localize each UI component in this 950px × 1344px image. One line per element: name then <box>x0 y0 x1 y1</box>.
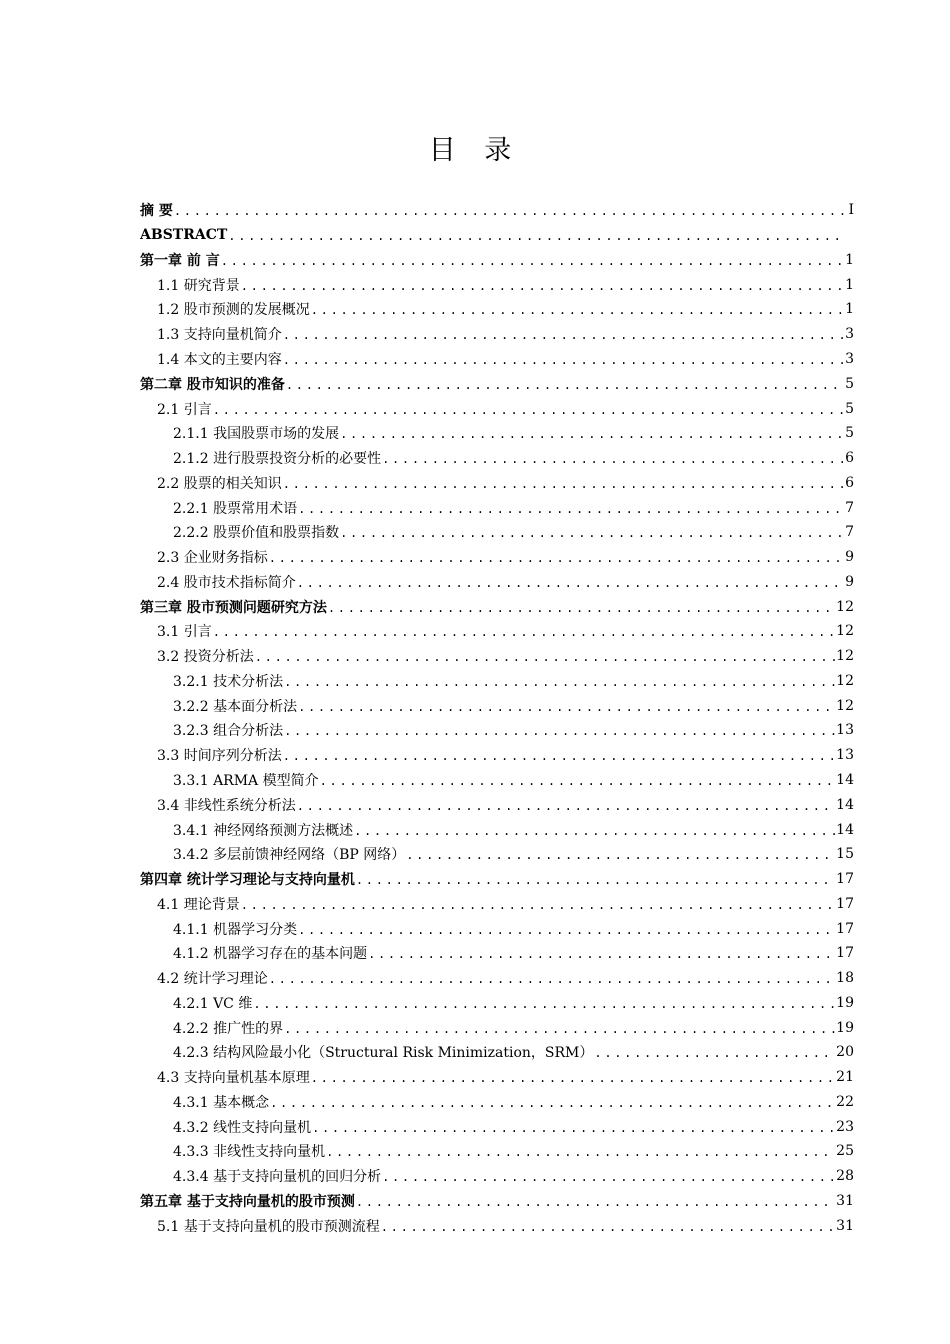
toc-entry[interactable] <box>140 669 854 694</box>
dot-leader <box>255 651 835 663</box>
dot-leader <box>311 1072 835 1084</box>
toc-entry[interactable] <box>140 1065 854 1090</box>
toc-entry[interactable] <box>140 421 854 446</box>
dot-leader <box>368 948 835 960</box>
toc-entry[interactable] <box>140 322 854 347</box>
toc-page-number: 13 <box>836 747 854 764</box>
toc-entry-title: 4.1.1 机器学习分类 <box>173 921 298 938</box>
toc-entry[interactable] <box>140 1213 854 1238</box>
toc-entry-title: 3.4.1 神经网络预测方法概述 <box>173 822 354 839</box>
dot-leader <box>311 304 844 316</box>
toc-entry-title: 2.1.2 进行股票投资分析的必要性 <box>173 451 382 468</box>
toc-entry-title: 2.3 企业财务指标 <box>157 550 268 567</box>
toc-entry-title: 2.4 股市技术指标简介 <box>157 574 296 591</box>
toc-entry-title: 2.2.1 股票常用术语 <box>173 500 298 517</box>
toc-entry[interactable] <box>140 446 854 471</box>
dot-leader <box>354 825 835 837</box>
dot-leader <box>340 428 844 440</box>
toc-entry[interactable] <box>140 817 854 842</box>
toc-entry[interactable] <box>140 941 854 966</box>
toc-page-number: 1 <box>845 301 854 318</box>
toc-entry[interactable] <box>140 743 854 768</box>
dot-leader <box>269 973 835 985</box>
toc-entry[interactable] <box>140 644 854 669</box>
page-title: 目 录 <box>428 135 522 166</box>
toc-page-number: 5 <box>845 375 854 392</box>
toc-entry[interactable] <box>140 693 854 718</box>
toc-entry-title: 3.3 时间序列分析法 <box>157 748 282 765</box>
toc-page-number: 5 <box>845 400 854 417</box>
toc-entry-title: 第三章 股市预测问题研究方法 <box>140 599 327 616</box>
toc-page-number: 17 <box>836 945 854 962</box>
toc-page-number: 12 <box>836 697 854 714</box>
toc-entry-title: 4.1.2 机器学习存在的基本问题 <box>173 946 368 963</box>
toc-page-number: I <box>848 202 854 219</box>
toc-entry[interactable] <box>140 1189 854 1214</box>
dot-leader <box>241 899 835 911</box>
dot-leader <box>356 1196 835 1208</box>
toc-entry[interactable] <box>140 198 854 223</box>
toc-entry[interactable] <box>140 1139 854 1164</box>
dot-leader <box>326 1146 835 1158</box>
toc-page-number: 17 <box>836 920 854 937</box>
toc-page-number: 1 <box>845 276 854 293</box>
toc-entry-title: 1.4 本文的主要内容 <box>157 351 282 368</box>
toc-entry-title: 1.1 研究背景 <box>157 277 240 294</box>
toc-page-number: 6 <box>845 474 854 491</box>
toc-entry[interactable] <box>140 272 854 297</box>
toc-entry[interactable] <box>140 867 854 892</box>
dot-leader <box>284 725 835 737</box>
toc-entry-title: 2.2.2 股票价值和股票指数 <box>173 525 340 542</box>
dot-leader <box>283 750 835 762</box>
toc-entry[interactable] <box>140 1015 854 1040</box>
dot-leader <box>284 1023 835 1035</box>
dot-leader <box>228 230 846 242</box>
toc-entry-title: 第五章 基于支持向量机的股市预测 <box>140 1194 355 1210</box>
toc-entry-title: 第一章 前 言 <box>140 252 220 269</box>
toc-entry[interactable] <box>140 916 854 941</box>
toc-entry-title: 2.1.1 我国股票市场的发展 <box>173 426 340 443</box>
toc-entry-title: 4.3.3 非线性支持向量机 <box>173 1144 326 1161</box>
toc-page-number: 15 <box>836 846 854 863</box>
toc-page-number: 14 <box>836 796 854 813</box>
toc-page-number: 1 <box>845 251 854 268</box>
table-of-contents <box>140 198 854 1238</box>
toc-entry-title: 1.3 支持向量机简介 <box>157 327 282 344</box>
toc-page-number: 7 <box>845 499 854 516</box>
toc-entry[interactable] <box>140 594 854 619</box>
toc-entry[interactable] <box>140 619 854 644</box>
toc-entry[interactable] <box>140 248 854 273</box>
toc-entry[interactable] <box>140 966 854 991</box>
toc-entry-title: 3.4 非线性系统分析法 <box>157 797 296 814</box>
toc-entry[interactable] <box>140 792 854 817</box>
toc-entry-title: 4.1 理论背景 <box>157 896 240 913</box>
dot-leader <box>382 1171 835 1183</box>
dot-leader <box>213 404 844 416</box>
dot-leader <box>241 280 844 292</box>
toc-page-number: 3 <box>845 350 854 367</box>
dot-leader <box>283 329 844 341</box>
dot-leader <box>382 453 844 465</box>
toc-page-number: 18 <box>836 970 854 987</box>
dot-leader <box>298 701 835 713</box>
dot-leader <box>297 577 844 589</box>
toc-entry-title: ABSTRACT <box>140 227 228 244</box>
toc-entry[interactable] <box>140 768 854 793</box>
toc-page-number: 9 <box>845 573 854 590</box>
toc-entry[interactable] <box>140 470 854 495</box>
dot-leader <box>286 379 844 391</box>
dot-leader <box>328 602 835 614</box>
toc-page-number: 3 <box>845 326 854 343</box>
toc-entry-title: 3.2.2 基本面分析法 <box>173 698 298 715</box>
toc-entry-title: 3.2 投资分析法 <box>157 649 254 666</box>
dot-leader <box>297 800 835 812</box>
toc-entry[interactable] <box>140 545 854 570</box>
toc-page-number: 12 <box>836 598 854 615</box>
toc-page-number: 5 <box>845 425 854 442</box>
toc-page-number: 20 <box>836 1044 854 1061</box>
toc-entry-title: 2.1 引言 <box>157 401 212 418</box>
dot-leader <box>283 478 844 490</box>
toc-entry[interactable] <box>140 297 854 322</box>
toc-entry-title: 3.4.2 多层前馈神经网络（BP 网络） <box>173 847 406 864</box>
toc-page-number: 6 <box>845 450 854 467</box>
dot-leader <box>381 1221 835 1233</box>
toc-page-number: 14 <box>836 821 854 838</box>
toc-entry[interactable] <box>140 1164 854 1189</box>
dot-leader <box>406 849 835 861</box>
toc-entry-title: 4.2.3 结构风险最小化（Structural Risk Minimization，SRM） <box>173 1045 594 1062</box>
toc-entry-title: 第四章 统计学习理论与支持向量机 <box>140 872 355 889</box>
toc-entry-title: 4.2.1 VC 维 <box>173 995 253 1012</box>
toc-entry[interactable] <box>140 569 854 594</box>
toc-entry-title: 4.2 统计学习理论 <box>157 971 268 988</box>
dot-leader <box>253 998 835 1010</box>
toc-page-number: 12 <box>836 648 854 665</box>
dot-leader <box>270 1097 835 1109</box>
toc-entry[interactable] <box>140 842 854 867</box>
dot-leader <box>298 924 835 936</box>
toc-page-number: 17 <box>836 871 854 888</box>
toc-page-number: 21 <box>836 1069 854 1086</box>
toc-page-number: 19 <box>836 994 854 1011</box>
toc-entry[interactable] <box>140 891 854 916</box>
toc-entry-title: 2.2 股票的相关知识 <box>157 475 282 492</box>
toc-entry-title: 1.2 股市预测的发展概况 <box>157 302 310 319</box>
toc-entry[interactable] <box>140 991 854 1016</box>
toc-page-number: 12 <box>836 672 854 689</box>
toc-entry[interactable] <box>140 1090 854 1115</box>
dot-leader <box>320 775 836 787</box>
toc-entry-title: 摘 要 <box>140 203 173 220</box>
toc-page-number: 28 <box>836 1168 854 1185</box>
toc-page-number: 17 <box>836 895 854 912</box>
toc-entry-title: 3.3.1 ARMA 模型简介 <box>173 772 319 789</box>
toc-entry[interactable] <box>140 396 854 421</box>
toc-entry[interactable] <box>140 371 854 396</box>
toc-entry[interactable] <box>140 520 854 545</box>
toc-entry-title: 3.2.3 组合分析法 <box>173 723 284 740</box>
toc-entry-title: 4.3 支持向量机基本原理 <box>157 1070 310 1087</box>
toc-entry[interactable] <box>140 495 854 520</box>
toc-entry-title: 3.2.1 技术分析法 <box>173 673 284 690</box>
dot-leader <box>356 874 835 886</box>
dot-leader <box>594 1047 835 1059</box>
toc-page-number: 9 <box>845 549 854 566</box>
dot-leader <box>312 1122 835 1134</box>
dot-leader <box>283 354 844 366</box>
toc-entry-title: 第二章 股市知识的准备 <box>140 376 285 393</box>
toc-page-number: 7 <box>845 524 854 541</box>
toc-page-number: 19 <box>836 1019 854 1036</box>
toc-entry-title: 4.3.4 基于支持向量机的回归分析 <box>173 1169 382 1186</box>
dot-leader <box>269 552 844 564</box>
toc-entry[interactable] <box>140 1114 854 1139</box>
toc-entry-title: 4.2.2 推广性的界 <box>173 1020 284 1037</box>
dot-leader <box>298 503 844 515</box>
toc-page-number: 22 <box>836 1093 854 1110</box>
dot-leader <box>340 527 844 539</box>
dot-leader <box>174 205 846 217</box>
toc-entry[interactable] <box>140 718 854 743</box>
toc-page-number: 31 <box>836 1217 854 1234</box>
toc-entry-title: 4.3.1 基本概念 <box>173 1094 270 1111</box>
toc-entry[interactable] <box>140 1040 854 1065</box>
toc-entry-title: 4.3.2 线性支持向量机 <box>173 1119 312 1136</box>
toc-entry-title: 5.1 基于支持向量机的股市预测流程 <box>157 1218 380 1235</box>
toc-page-number: 31 <box>836 1193 854 1209</box>
toc-page-number: 12 <box>836 623 854 640</box>
toc-page-number: 23 <box>836 1118 854 1135</box>
toc-page-number: 25 <box>836 1143 854 1160</box>
dot-leader <box>221 255 844 267</box>
toc-entry-title: 3.1 引言 <box>157 624 212 641</box>
toc-entry[interactable] <box>140 347 854 372</box>
toc-page-number: 14 <box>836 771 854 788</box>
toc-page-number: 13 <box>836 722 854 739</box>
dot-leader <box>213 626 835 638</box>
dot-leader <box>284 676 835 688</box>
toc-entry[interactable] <box>140 223 854 248</box>
